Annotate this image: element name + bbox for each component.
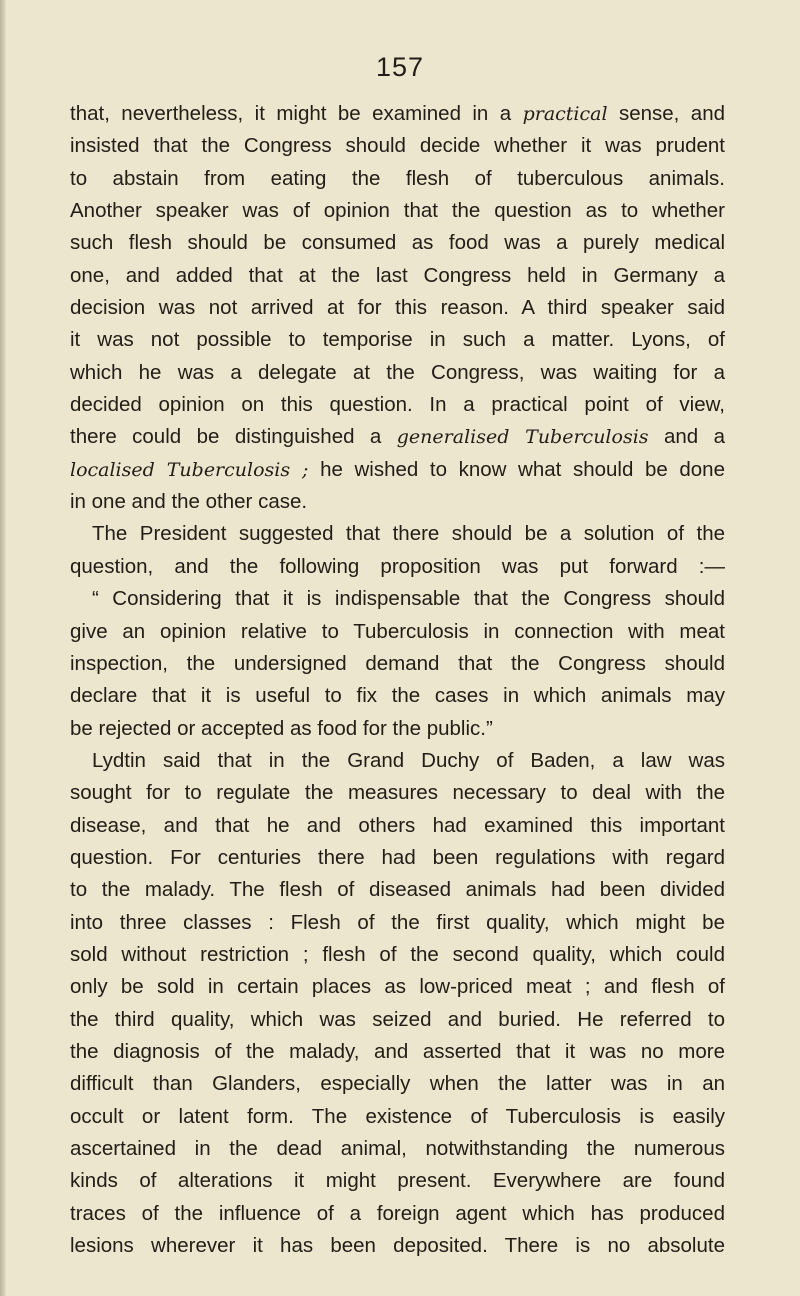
text-line [70,1101,725,1133]
text-run: declare that it is useful to fix the cases in which animals may [70,684,725,708]
text-line [70,163,725,195]
italic-text: generalised Tuberculosis [396,426,649,449]
text-run: in one and the other case. [70,490,308,514]
page-scan-edge [0,0,6,1296]
text-line [70,1230,725,1262]
text-run: decided opinion on this question. In a practical point of view, [70,393,725,417]
page-number: 157 [375,52,425,82]
text-line [70,648,725,680]
text-run: give an opinion relative to Tuberculosis in connection with meat [70,619,725,643]
text-line [70,1036,725,1068]
italic-text: practical [522,103,608,125]
text-run: question. For centuries there had been regulations with regard [70,845,725,869]
text-line [70,777,725,809]
text-line [70,389,725,421]
text-run: difficult than Glanders, especially when the latter was in an [70,1072,725,1096]
text-line [70,939,725,971]
text-line [70,1004,725,1036]
text-run: it was not possible to temporise in such a matter. Lyons, of [70,328,725,352]
text-run: sold without restriction ; flesh of the second quality, which could [70,942,725,966]
text-line [70,130,725,162]
text-run: question, and the following proposition was put forward :— [70,554,725,578]
text-line [70,713,725,745]
text-line [70,842,725,874]
text-run: decision was not arrived at for this reason. A third speaker said [70,296,725,320]
text-line [70,454,725,486]
text-run: such flesh should be consumed as food was a purely medical [70,231,725,255]
text-run: Another speaker was of opinion that the question as to whether [70,199,725,223]
text-line [70,518,725,550]
text-run: to the malady. The flesh of diseased animals had been divided [70,878,725,902]
text-run: one, and added that at the last Congress held in Germany a [70,263,725,287]
text-run: the third quality, which was seized and buried. He referred to [70,1007,725,1031]
text-run: “ Considering that it is indispensable that the Congress should [92,587,725,611]
text-line [70,745,725,777]
text-run: and a [648,425,725,449]
text-line [70,1068,725,1100]
text-line [70,227,725,259]
text-line [70,357,725,389]
text-line [70,583,725,615]
text-line [70,1133,725,1165]
text-run: lesions wherever it has been deposited. There is no absolute [70,1234,725,1258]
text-run: disease, and that he and others had examined this important [70,813,725,837]
text-run: inspection, the undersigned demand that the Congress should [70,651,725,675]
text-run: into three classes : Flesh of the first quality, which might be [70,910,725,934]
text-run: ascertained in the dead animal, notwithstanding the numerous [70,1137,725,1160]
text-run: the diagnosis of the malady, and asserted that it was no more [70,1039,725,1063]
text-line [70,971,725,1003]
body-text [70,98,725,1262]
text-line [70,551,725,583]
text-line [70,260,725,292]
text-run: occult or latent form. The existence of Tuberculosis is easily [70,1104,725,1128]
text-line [70,486,725,518]
text-run: traces of the influence of a foreign agent which has produced [70,1201,725,1225]
text-line [70,292,725,324]
text-run: there could be distinguished a [70,425,397,449]
text-line [70,680,725,712]
text-run: kinds of alterations it might present. Everywhere are found [70,1169,725,1193]
text-run: which he was a delegate at the Congress, was waiting for a [70,360,725,384]
text-line [70,1198,725,1230]
text-line [70,421,725,453]
text-line [70,907,725,939]
text-run: Lydtin said that in the Grand Duchy of Baden, a law was [92,748,725,772]
text-run: be rejected or accepted as food for the public.” [70,716,493,740]
text-run: The President suggested that there should be a solution of the [92,522,725,546]
text-run: that, nevertheless, it might be examined in a [70,102,523,125]
text-line [70,874,725,906]
text-line [70,98,725,130]
text-run: insisted that the Congress should decide whether it was prudent [70,134,725,158]
text-run: he wished to know what should be done [308,457,725,481]
text-run: sense, and [607,102,725,125]
italic-text: localised Tuberculosis ; [70,458,309,481]
text-line [70,324,725,356]
text-line [70,195,725,227]
text-run: sought for to regulate the measures necessary to deal with the [70,781,725,805]
text-run: only be sold in certain places as low-priced meat ; and flesh of [70,975,725,999]
text-line [70,616,725,648]
text-run: to abstain from eating the flesh of tuberculous animals. [70,166,725,190]
text-line [70,1165,725,1197]
text-line [70,810,725,842]
